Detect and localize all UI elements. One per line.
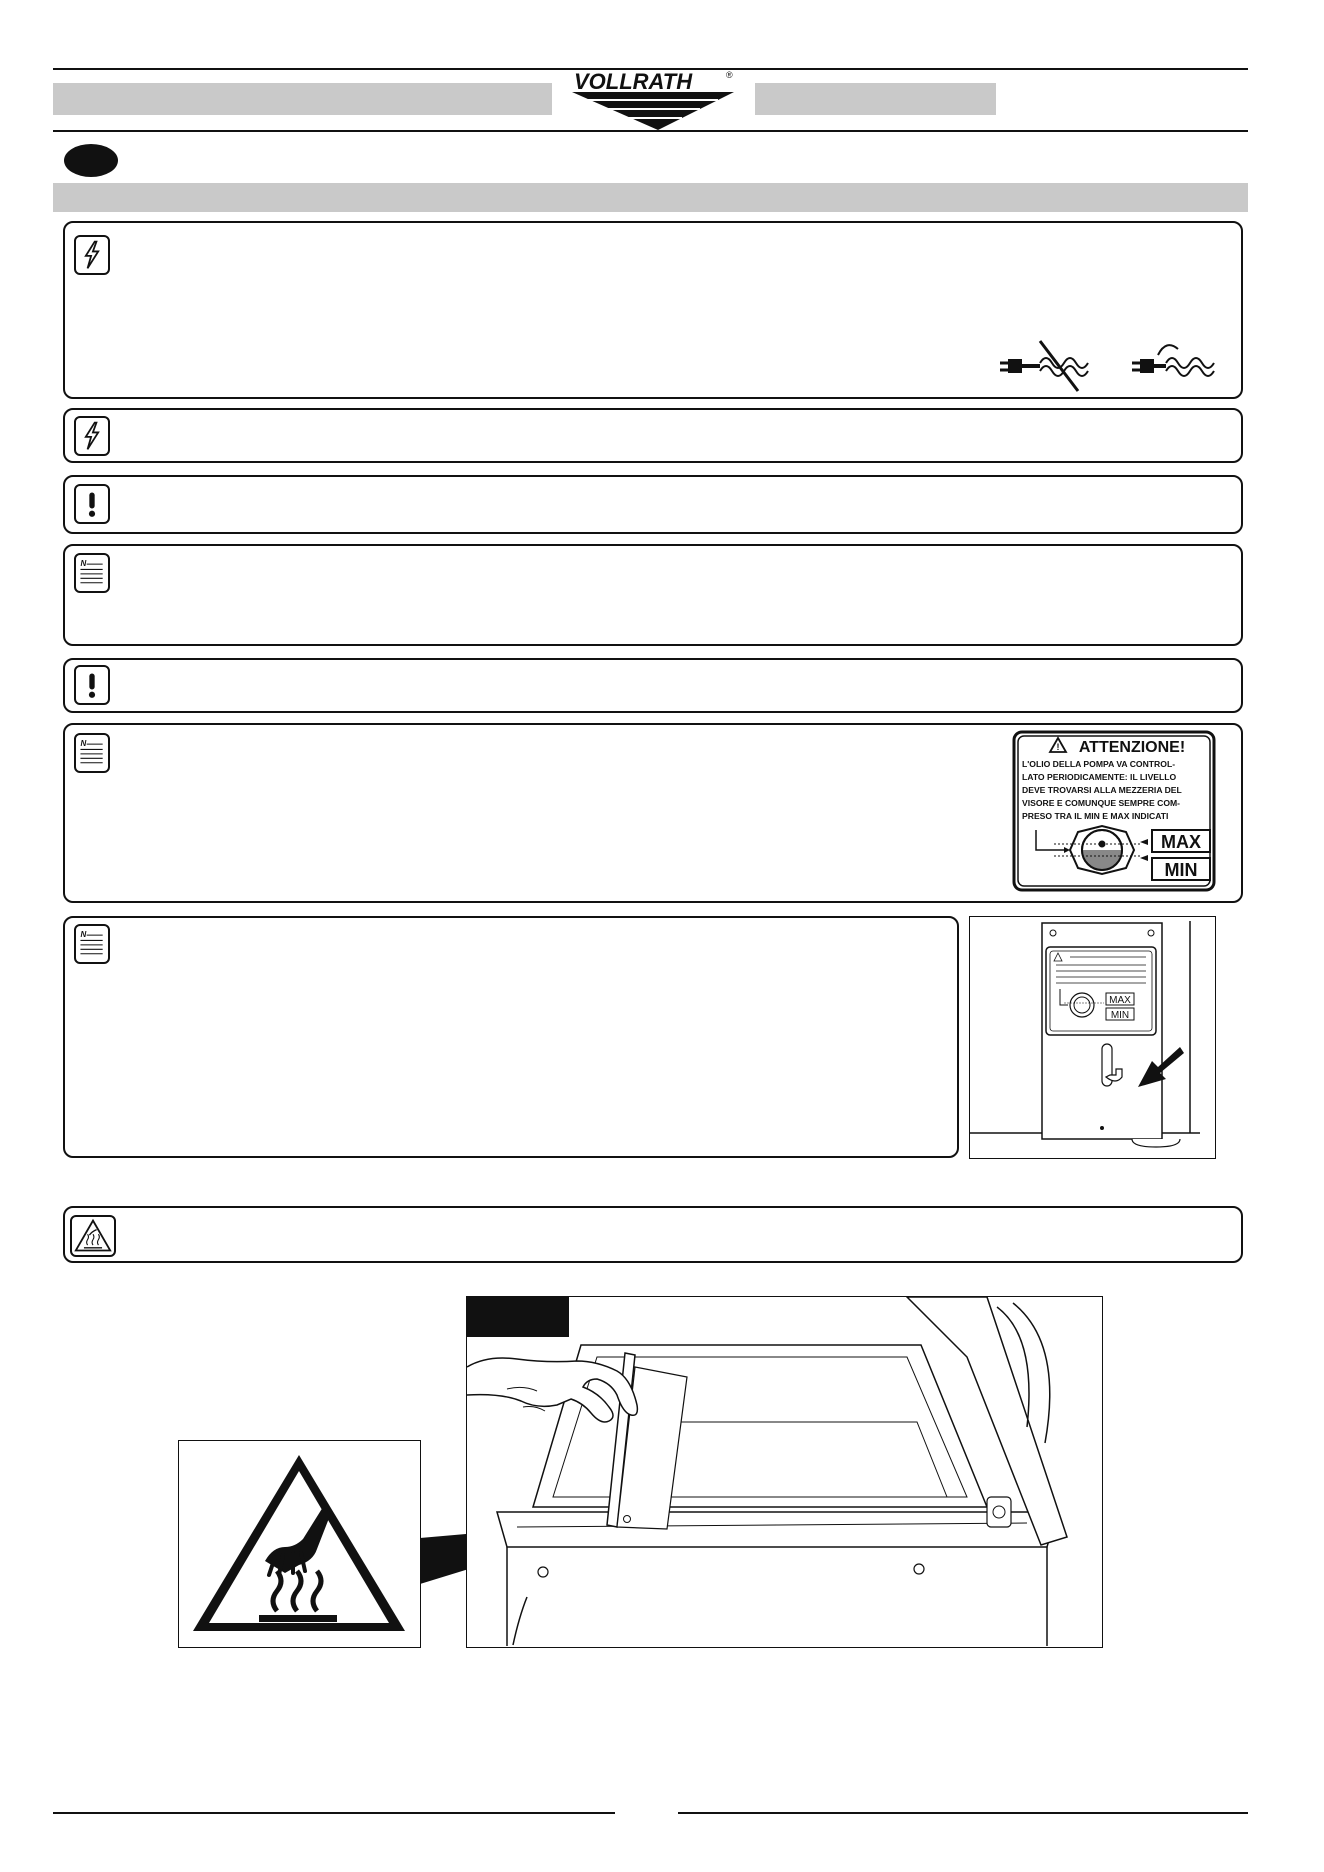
- registered-mark: ®: [726, 70, 733, 80]
- note-icon: [74, 733, 110, 773]
- vollrath-logo: [568, 66, 738, 132]
- pump-panel-illustration: [969, 916, 1216, 1159]
- vacuum-chamber-illustration: [466, 1296, 1103, 1648]
- attention-line-1: L'OLIO DELLA POMPA VA CONTROL-: [1022, 759, 1176, 769]
- attention-line-5: PRESO TRA IL MIN E MAX INDICATI: [1022, 811, 1169, 821]
- plug-icon: [1130, 335, 1225, 393]
- svg-text:N: N: [80, 929, 87, 939]
- attention-line-2: LATO PERIODICAMENTE: IL LIVELLO: [1022, 772, 1177, 782]
- caution-box-2: [63, 658, 1243, 713]
- language-badge: [64, 144, 118, 177]
- hot-surface-warning-box: [63, 1206, 1243, 1263]
- note-box-1: [63, 544, 1243, 646]
- lightning-icon: [74, 235, 110, 275]
- header-bottom-rule: [53, 130, 1248, 132]
- attention-line-3: DEVE TROVARSI ALLA MEZZERIA DEL: [1022, 785, 1182, 795]
- note-icon: [74, 553, 110, 593]
- svg-text:!: !: [1056, 742, 1060, 752]
- hot-surface-sign: [178, 1440, 421, 1648]
- exclamation-icon: [74, 665, 110, 705]
- section-title-bar: [53, 183, 1248, 212]
- caution-box-1: [63, 475, 1243, 534]
- note-box-oil-drain: [63, 916, 959, 1158]
- svg-text:N: N: [80, 558, 87, 568]
- svg-text:N: N: [80, 738, 87, 748]
- label-min: MIN: [1164, 860, 1198, 880]
- note-icon: [74, 924, 110, 964]
- figure-label-tab: [467, 1297, 569, 1337]
- panel-label-min: MIN: [1110, 1010, 1130, 1021]
- exclamation-icon: [74, 484, 110, 524]
- attention-oil-label: [1012, 730, 1216, 892]
- electrical-warning-box-2: [63, 408, 1243, 463]
- panel-label-max: MAX: [1109, 995, 1131, 1006]
- lightning-icon: [74, 416, 110, 456]
- attention-title: ATTENZIONE!: [1078, 739, 1186, 756]
- brand-name: VOLLRATH: [574, 69, 693, 94]
- footer-rule-right: [678, 1812, 1248, 1814]
- hot-surface-icon: [70, 1215, 116, 1257]
- header-gray-bar-left: [53, 83, 552, 115]
- header-gray-bar-right: [755, 83, 996, 115]
- footer-rule-left: [53, 1812, 615, 1814]
- label-max: MAX: [1161, 832, 1201, 852]
- plug-icon-crossed: [1000, 335, 1100, 393]
- attention-line-4: VISORE E COMUNQUE SEMPRE COM-: [1022, 798, 1181, 808]
